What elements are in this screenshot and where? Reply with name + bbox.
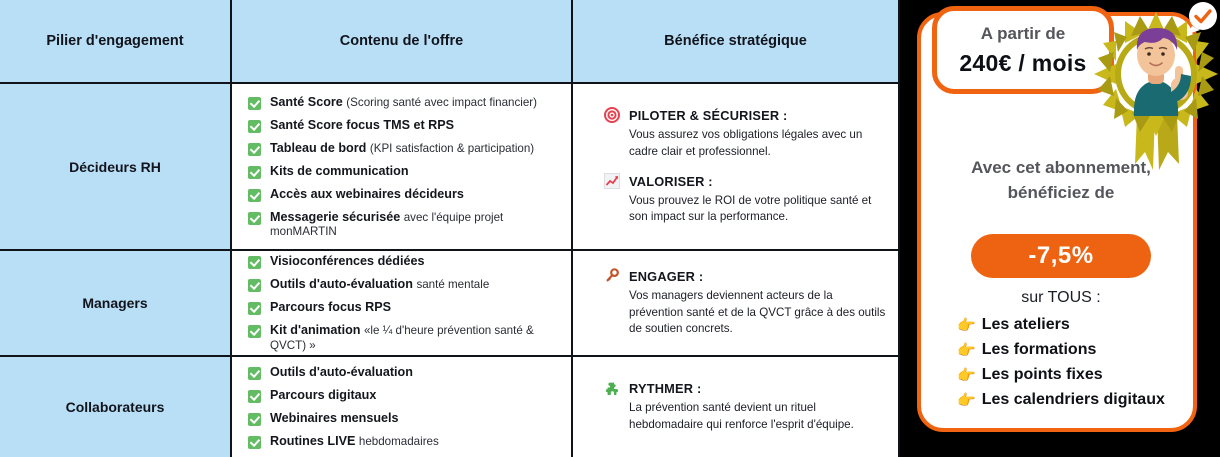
- benefit-title: PILOTER & SÉCURISER :: [629, 107, 788, 123]
- benefit-title: RYTHMER :: [629, 381, 702, 397]
- list-item: [957, 366, 1207, 384]
- table-row: [0, 357, 900, 457]
- list-item: [248, 323, 571, 352]
- pillar-label-collaborateurs: Collaborateurs: [0, 357, 232, 457]
- price-prefix-label: A partir de: [980, 23, 1066, 43]
- promo-headline-line1: Avec cet abonnement,: [971, 158, 1151, 177]
- offer-item-title: Outils d'auto-évaluation: [270, 277, 413, 292]
- benefit-cell-collaborateurs: [573, 357, 900, 457]
- offer-item-title: Tableau de bord: [270, 140, 367, 155]
- list-item: [248, 300, 571, 315]
- benefit-title: VALORISER :: [629, 173, 713, 189]
- check-icon: [248, 143, 261, 156]
- benefit-body: La prévention santé devient un rituel hebdomadaire qui renforce l'esprit d'équipe.: [629, 401, 854, 431]
- benefit-body: Vous prouvez le ROI de votre politique santé et son impact sur la performance.: [629, 193, 872, 224]
- benefit-body: Vos managers deviennent acteurs de la prévention santé et de la QVCT grâce à des outils de soutien concrets.: [629, 288, 886, 336]
- column-header-offer: Contenu de l'offre: [232, 0, 573, 84]
- pillar-label-managers: Managers: [0, 251, 232, 355]
- offer-item-note: santé mentale: [416, 278, 490, 292]
- list-item: [957, 341, 1207, 359]
- check-icon: [248, 189, 261, 202]
- offer-item-note: avec l'équipe projet monMARTIN: [270, 210, 504, 238]
- offer-item-title: Parcours digitaux: [270, 388, 377, 402]
- offer-item-title: Messagerie sécurisée: [270, 209, 401, 224]
- offer-item-title: Visioconférences dédiées: [270, 254, 425, 269]
- perk-label: Les formations: [981, 341, 1097, 358]
- table-header-row: [0, 0, 900, 84]
- offer-item-title: Santé Score: [270, 94, 343, 109]
- offer-item-note: hebdomadaires: [358, 435, 439, 448]
- offer-item-title: Kit d'animation: [270, 323, 361, 338]
- perk-label: Les points fixes: [981, 366, 1103, 383]
- check-icon: [248, 390, 261, 403]
- column-header-pillar: Pilier d'engagement: [0, 0, 232, 84]
- list-item: [248, 277, 571, 292]
- list-item: [248, 187, 571, 202]
- pointing-right-icon: 👉: [957, 391, 976, 409]
- puzzle-piece-icon: [603, 380, 620, 397]
- column-header-benefit: Bénéfice stratégique: [573, 0, 900, 84]
- list-item: [248, 95, 571, 110]
- pointing-right-icon: 👉: [957, 366, 976, 384]
- list-item: [957, 391, 1207, 409]
- list-item: [248, 365, 571, 380]
- benefit-block: [603, 107, 888, 161]
- target-icon: [603, 107, 620, 124]
- list-item: [248, 411, 571, 426]
- offer-list-collaborateurs: [232, 357, 573, 457]
- pointing-right-icon: 👉: [957, 316, 976, 334]
- benefit-block: [603, 268, 888, 338]
- check-icon: [248, 325, 261, 338]
- table-row: [0, 84, 900, 251]
- offer-item-title: Santé Score focus TMS et RPS: [270, 117, 455, 132]
- check-icon: [248, 212, 261, 225]
- pointing-right-icon: 👉: [957, 341, 976, 359]
- promo-headline-line2: bénéficiez de: [1007, 182, 1115, 202]
- offer-item-title: Parcours focus RPS: [270, 300, 392, 315]
- check-icon: [248, 166, 261, 179]
- list-item: [248, 164, 571, 179]
- key-icon: [603, 268, 620, 285]
- price-value: 240€ / mois: [959, 49, 1087, 76]
- check-icon: [248, 367, 261, 380]
- offer-item-note: (KPI satisfaction & participation): [369, 141, 535, 155]
- price-callout: [932, 6, 1114, 94]
- discount-scope-label: sur TOUS :: [1021, 289, 1101, 306]
- list-item: [248, 434, 571, 449]
- offer-item-title: Webinaires mensuels: [270, 411, 399, 425]
- benefit-cell-managers: [573, 251, 900, 355]
- offer-item-title: Kits de communication: [270, 163, 409, 178]
- offer-item-title: Outils d'auto-évaluation: [270, 365, 413, 379]
- offer-item-note: (Scoring santé avec impact financier): [346, 95, 538, 109]
- offer-list-decideurs: [232, 84, 573, 249]
- verified-check-badge: [1184, 0, 1220, 36]
- list-item: [248, 141, 571, 156]
- pillar-label-decideurs: Décideurs RH: [0, 84, 232, 249]
- check-icon: [248, 120, 261, 133]
- check-icon: [248, 97, 261, 110]
- list-item: [248, 388, 571, 403]
- benefit-body: Vous assurez vos obligations légales avec un cadre clair et professionnel.: [629, 127, 863, 158]
- offer-list-managers: [232, 251, 573, 355]
- offer-item-title: Accès aux webinaires décideurs: [270, 186, 464, 201]
- chart-increasing-icon: [603, 173, 620, 190]
- list-item: [248, 118, 571, 133]
- list-item: [957, 316, 1207, 334]
- benefit-cell-decideurs: [573, 84, 900, 249]
- check-icon: [248, 256, 261, 269]
- check-icon: [248, 413, 261, 426]
- list-item: [248, 254, 571, 269]
- offer-item-note: «le ¼ d'heure prévention santé & QVCT) »: [270, 324, 534, 352]
- benefit-block: [603, 380, 888, 434]
- table-row: [0, 251, 900, 357]
- perks-list: [957, 316, 1207, 416]
- benefit-block: [603, 173, 888, 227]
- discount-badge: -7,5%: [971, 234, 1151, 278]
- benefit-title: ENGAGER :: [629, 268, 704, 284]
- offer-item-title: Routines LIVE: [270, 434, 356, 448]
- perk-label: Les ateliers: [981, 316, 1070, 333]
- check-icon: [248, 436, 261, 449]
- perk-label: Les calendriers digitaux: [981, 391, 1165, 408]
- list-item: [248, 210, 571, 239]
- check-icon: [248, 279, 261, 292]
- check-icon: [248, 302, 261, 315]
